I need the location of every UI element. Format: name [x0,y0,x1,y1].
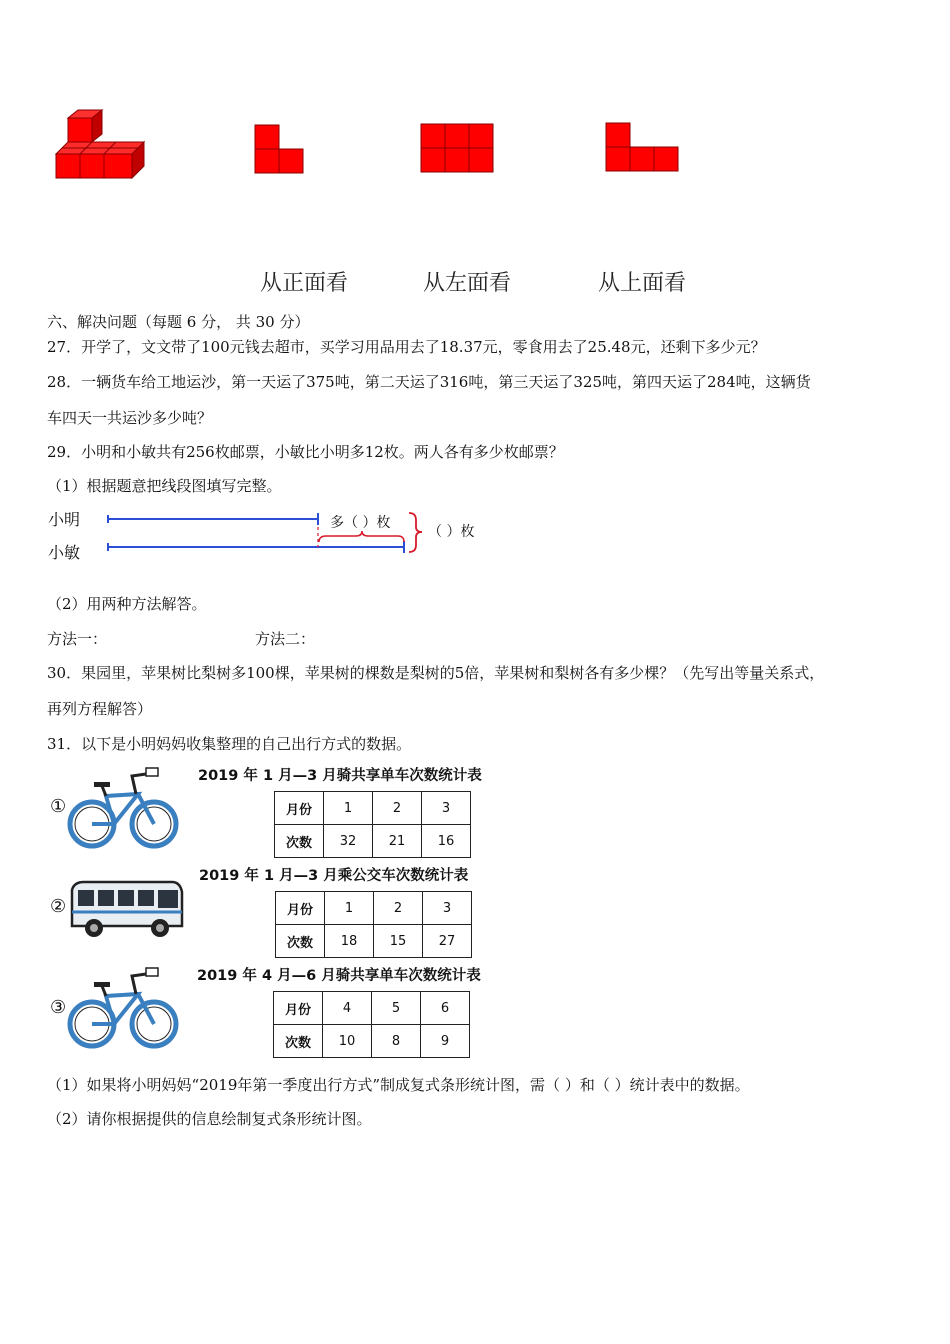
marker-2: ② [50,896,67,917]
table-1 [274,791,471,858]
table-cell: 8 [372,1025,421,1058]
bus-icon [68,878,186,942]
question-30-line1: 30．果园里，苹果树比梨树多100棵，苹果树的棵数是梨树的5倍，苹果树和梨树各有多少棵？（先写出等量关系式， [47,664,825,682]
method-one: 方法一： [47,630,108,648]
table-row [276,925,472,958]
method-two: 方法二： [255,630,316,648]
question-29-part1: （1）根据题意把线段图填写完整。 [47,477,282,495]
top-view-figure [605,122,681,174]
question-31-part1: （1）如果将小明妈妈“2019年第一季度出行方式”制成复式条形统计图，需（ ）和（ ）统计表中的数据。 [47,1076,750,1094]
top-view-label: 从上面看 [598,271,687,296]
table-3-title: 2019 年 4 月—6 月骑共享单车次数统计表 [197,968,481,984]
table-cell: 月份 [276,892,325,925]
segment-label-xiaomin: 小敏 [48,543,81,562]
question-29: 29．小明和小敏共有256枚邮票，小敏比小明多12枚。两人各有多少枚邮票？ [47,443,564,461]
table-cell: 5 [372,992,421,1025]
table-cell: 月份 [275,792,324,825]
table-cell: 6 [421,992,470,1025]
table-cell: 3 [423,892,472,925]
question-27: 27．开学了，文文带了100元钱去超市，买学习用品用去了18.37元，零食用去了25.48元，还剩下多少元？ [47,338,766,356]
table-cell: 月份 [274,992,323,1025]
total-label: （ ）枚 [428,524,475,540]
bicycle-icon [66,966,182,1052]
question-28-line2: 车四天一共运沙多少吨？ [47,409,213,427]
table-row [274,992,470,1025]
question-31: 31．以下是小明妈妈收集整理的自己出行方式的数据。 [47,735,412,753]
table-3 [273,991,470,1058]
table-cell: 10 [323,1025,372,1058]
table-cell: 2 [374,892,423,925]
left-view-label: 从左面看 [423,271,512,296]
front-view-figure [254,124,306,176]
table-1-title: 2019 年 1 月—3 月骑共享单车次数统计表 [198,768,482,784]
table-2 [275,891,472,958]
question-30-line2: 再列方程解答） [47,700,153,718]
left-view-figure [420,123,496,175]
cube-stack-figure [52,108,152,184]
section-heading: 六、解决问题（每题 6 分， 共 30 分） [47,313,310,331]
table-cell: 1 [324,792,373,825]
bicycle-icon [66,766,182,852]
table-2-title: 2019 年 1 月—3 月乘公交车次数统计表 [199,868,469,884]
table-row [276,892,472,925]
table-cell: 次数 [276,925,325,958]
table-cell: 15 [374,925,423,958]
table-cell: 18 [325,925,374,958]
table-cell: 9 [421,1025,470,1058]
front-view-label: 从正面看 [260,271,349,296]
marker-1: ① [50,796,67,817]
table-cell: 32 [324,825,373,858]
more-label: 多（ ）枚 [330,515,391,531]
question-31-part2: （2）请你根据提供的信息绘制复式条形统计图。 [47,1110,372,1128]
table-row [275,825,471,858]
table-cell: 次数 [274,1025,323,1058]
table-cell: 16 [422,825,471,858]
table-cell: 21 [373,825,422,858]
marker-3: ③ [50,997,67,1018]
table-cell: 次数 [275,825,324,858]
table-row [274,1025,470,1058]
table-cell: 4 [323,992,372,1025]
segment-label-xiaoming: 小明 [48,510,81,529]
table-cell: 3 [422,792,471,825]
question-28-line1: 28．一辆货车给工地运沙，第一天运了375吨，第二天运了316吨，第三天运了325吨，第四天运了284吨，这辆货 [47,373,811,391]
table-cell: 2 [373,792,422,825]
table-cell: 27 [423,925,472,958]
question-29-part2: （2）用两种方法解答。 [47,595,207,613]
table-cell: 1 [325,892,374,925]
table-row [275,792,471,825]
